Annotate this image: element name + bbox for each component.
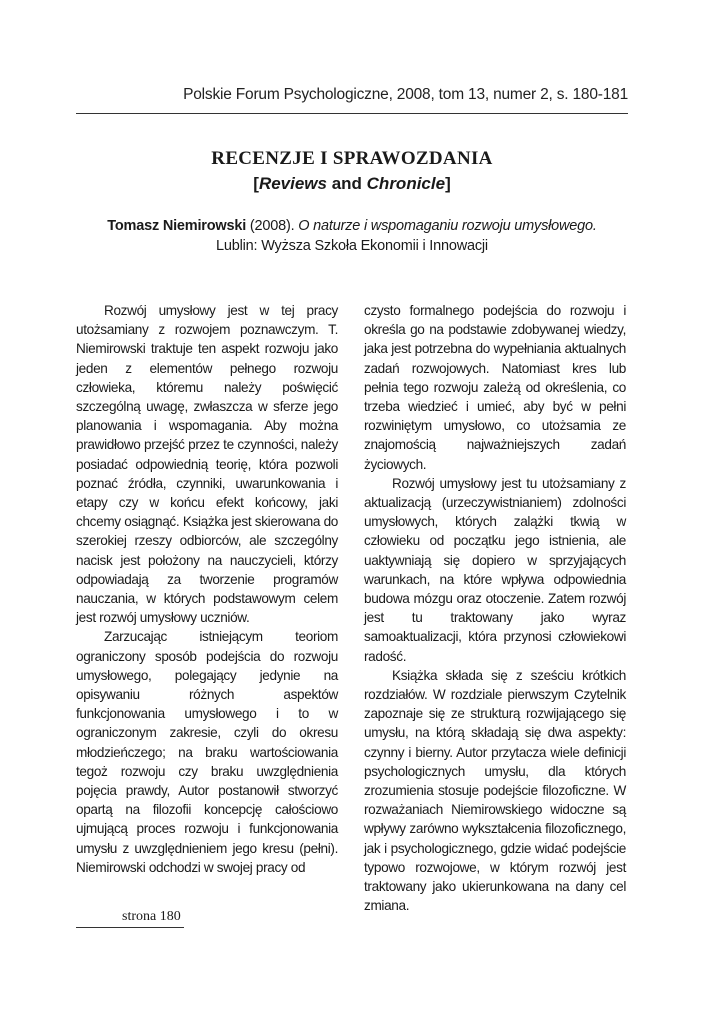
paragraph: Zarzucając istniejącym teoriom ograniczony sposób podejścia do rozwoju umysłowego, polegający jedynie na opisywaniu różnych aspektów funkcjonowania umysłowego i to w ograniczonym zakresie, czyli do okresu młodzieńczego; na braku wartościowania tegoż rozwoju czy braku uwzględnienia pojęcia prawdy, Autor postanowił stworzyć opartą na filozofii koncepcję całościowo ujmującą proces rozwoju i funkcjonowania umysłu z uwzględnieniem jego kresu (pełni). Niemirowski odchodzi w swojej pracy od xyxy=(76,629,338,875)
subtitle-bracket-open: [ xyxy=(253,174,259,193)
paragraph: czysto formalnego podejścia do rozwoju i określa go na podstawie zdobywanej wiedzy, jaka jest potrzebna do wypełniania aktualnych zadań rozwojowych. Natomiast kres lub pełnia tego rozwoju zależą od określenia, co trzeba wiedzieć i umieć, aby być w pełni rozwiniętym umysłowo, co utożsamia ze znajomością najważniejszych zadań życiowych. xyxy=(364,303,626,472)
subtitle-chronicle: Chronicle xyxy=(366,174,446,193)
subtitle-bracket-close: ] xyxy=(445,174,451,193)
body-column-left xyxy=(76,301,338,877)
footer-divider xyxy=(76,927,184,928)
page-number: strona 180 xyxy=(122,909,181,924)
body-column-right xyxy=(364,301,626,916)
paragraph: Książka składa się z sześciu krótkich rozdziałów. W rozdziale pierwszym Czytelnik zapoznaje się ze strukturą rozwijającego się umysłu, na którą składają się dwa aspekty: czynny i bierny. Autor przytacza wiele definicji psychologicznych umysłu, dla których zrozumienia stosuje podejście filozoficzne. W rozważaniach Niemirowskiego widoczne są wpływy zarówno wykształcenia filozoficznego, jak i psychologicznego, gdzie widać podejście typowo rozwojowe, w którym rozwój jest traktowany jako ukierunkowana na dany cel zmiana. xyxy=(364,667,626,914)
section-title: RECENZJE I SPRAWOZDANIA xyxy=(211,148,493,169)
subtitle-and: and xyxy=(326,174,367,193)
paragraph: Rozwój umysłowy jest tu utożsamiany z aktualizacją (urzeczywistnianiem) zdolności umysłowych, których zalążki tkwią w człowieku od początku jego istnienia, ale uaktywniają się dopiero w sprzyjających warunkach, na które wpływa odpowiednia budowa mózgu oraz otoczenie. Zatem rozwój jest tu traktowany jako wyraz samoaktualizacji, która przynosi człowiekowi radość. xyxy=(364,475,626,664)
section-subtitle xyxy=(76,174,628,194)
header-divider xyxy=(76,113,628,114)
citation-author: Tomasz Niemirowski xyxy=(107,218,247,234)
book-citation xyxy=(76,216,628,256)
citation-publisher: Lublin: Wyższa Szkoła Ekonomii i Innowacji xyxy=(216,238,488,254)
journal-header: Polskie Forum Psychologiczne, 2008, tom 13, numer 2, s. 180-181 xyxy=(183,86,628,103)
subtitle-reviews: Reviews xyxy=(258,174,327,193)
citation-line-1 xyxy=(76,216,628,236)
citation-book-title: O naturze i wspomaganiu rozwoju umysłowego. xyxy=(298,218,597,234)
paragraph: Rozwój umysłowy jest w tej pracy utożsamiany z rozwojem poznawczym. T. Niemirowski traktuje ten aspekt rozwoju jako jeden z elementów pełnego rozwoju człowieka, któremu należy poświęcić szczególną uwagę, zwłaszcza w sferze jego planowania i wspomagania. Aby można prawidłowo przejść przez te czynności, należy posiadać odpowiednią teorię, która pozwoli poznać źródła, czynniki, uwarunkowania i etapy czy w końcu efekt końcowy, jaki chcemy osiągnąć. Książka jest skierowana do szerokiej rzeszy odbiorców, ale szczególny nacisk jest położony na nauczycieli, którzy odpowiadają za tworzenie programów nauczania, w których podstawowym celem jest rozwój umysłowy uczniów. xyxy=(76,303,338,626)
citation-year: (2008). xyxy=(246,218,299,234)
